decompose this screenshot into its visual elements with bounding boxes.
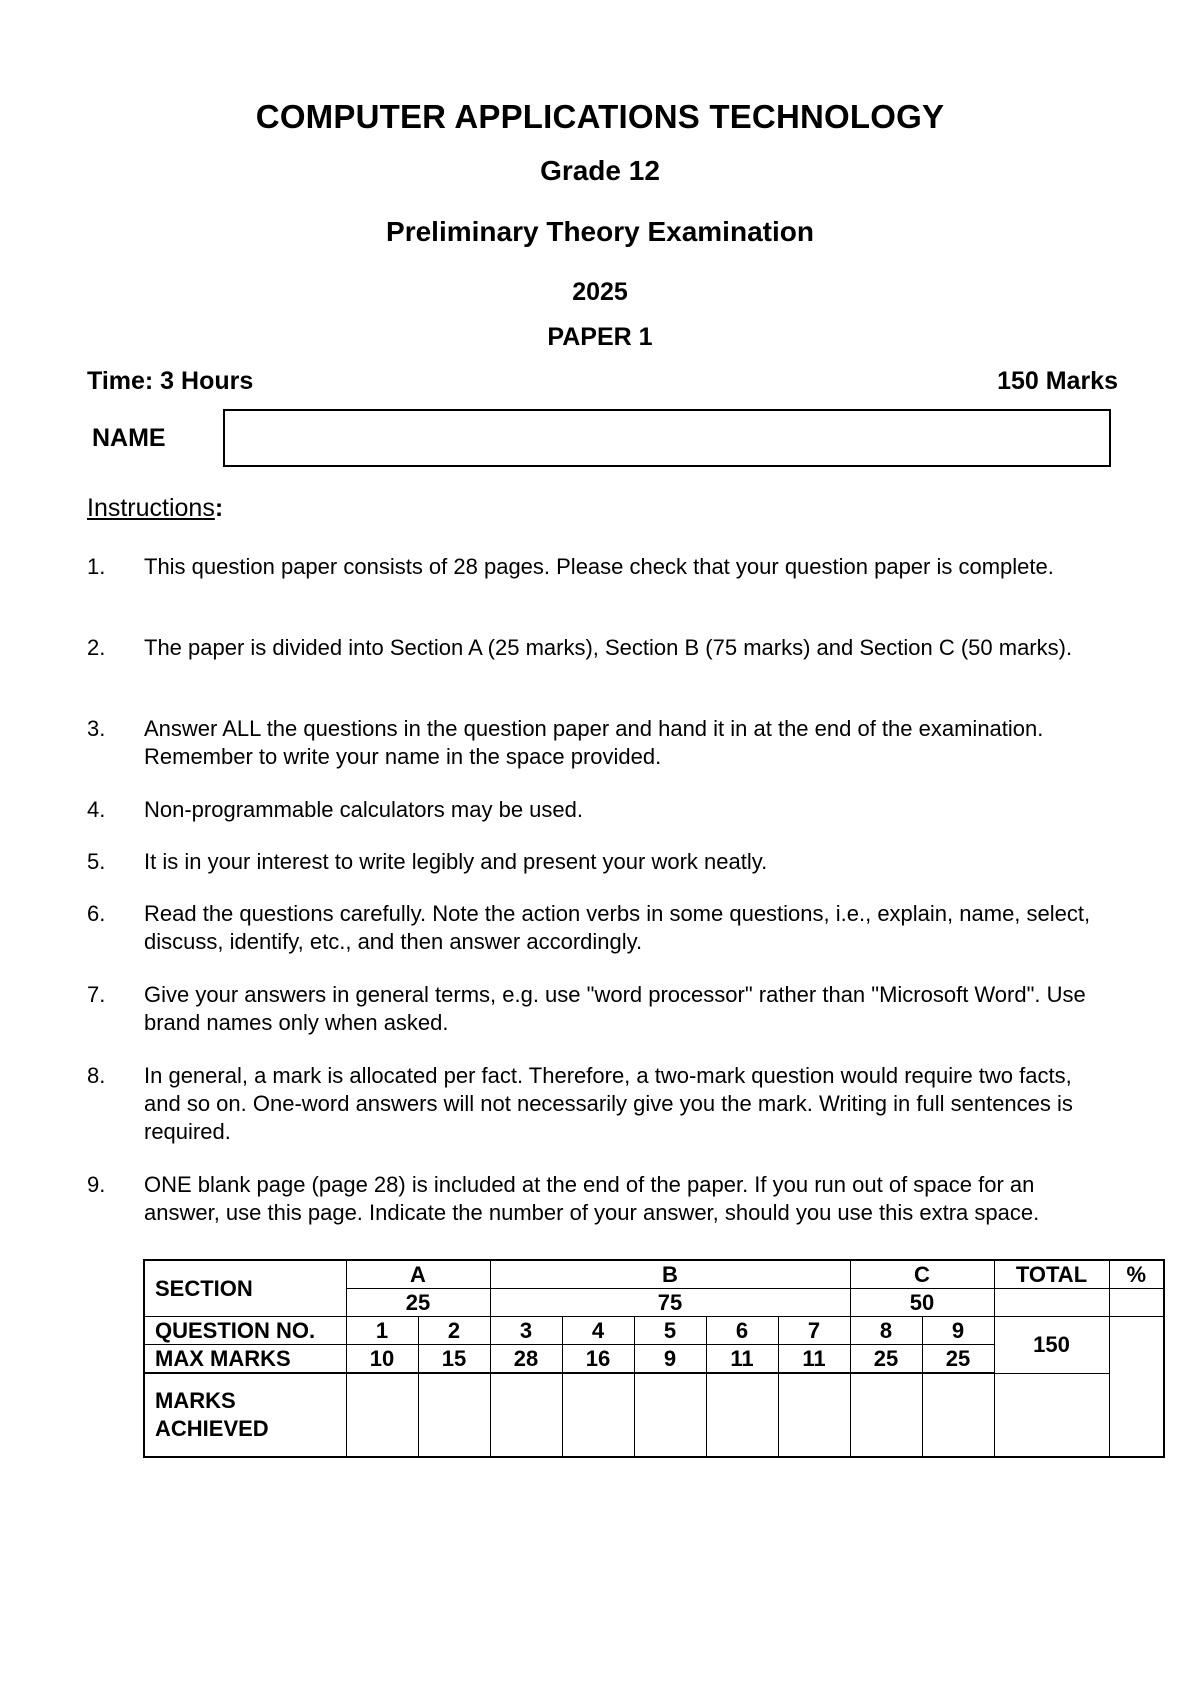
max-mark-cell: 25 bbox=[850, 1345, 922, 1374]
list-item bbox=[87, 900, 1127, 956]
section-b-header: B bbox=[490, 1260, 850, 1289]
item-number: 8. bbox=[87, 1063, 106, 1088]
question-cell: 1 bbox=[346, 1317, 418, 1345]
grade-label: Grade 12 bbox=[540, 155, 660, 186]
item-text: Non-programmable calculators may be used. bbox=[144, 797, 583, 822]
item-text: Answer ALL the questions in the question paper and hand it in at the end of the examination. Remember to write your name in the space provided. bbox=[144, 716, 1044, 769]
item-text: The paper is divided into Section A (25 marks), Section B (75 marks) and Section C (50 marks). bbox=[144, 635, 1073, 660]
max-mark-cell: 28 bbox=[490, 1345, 562, 1374]
time-marks-row bbox=[87, 367, 1118, 396]
item-number: 9. bbox=[87, 1172, 106, 1197]
item-text: In general, a mark is allocated per fact. Therefore, a two-mark question would require two facts, and so on. One-word answers will not necessarily give you the mark. Writing in full sentences is required. bbox=[144, 1063, 1073, 1144]
item-text: Read the questions carefully. Note the action verbs in some questions, i.e., explain, name, select, discuss, identify, etc., and then answer accordingly. bbox=[144, 901, 1091, 954]
achieved-cell-q9[interactable] bbox=[922, 1373, 994, 1457]
total-header: TOTAL bbox=[994, 1260, 1109, 1289]
percent-blank-cell bbox=[1109, 1289, 1164, 1317]
item-number: 5. bbox=[87, 849, 106, 874]
marks-table bbox=[143, 1259, 1165, 1458]
max-mark-cell: 15 bbox=[418, 1345, 490, 1374]
item-number: 1. bbox=[87, 554, 106, 579]
list-item bbox=[87, 634, 1127, 662]
list-item bbox=[87, 848, 1127, 876]
section-a-total: 25 bbox=[346, 1289, 490, 1317]
time-label: Time: 3 Hours bbox=[87, 367, 254, 395]
section-c-header: C bbox=[850, 1260, 994, 1289]
item-number: 6. bbox=[87, 901, 106, 926]
name-input-box[interactable] bbox=[223, 409, 1111, 467]
item-text: This question paper consists of 28 pages. Please check that your question paper is complete. bbox=[144, 554, 1054, 579]
percent-achieved-cell[interactable] bbox=[1109, 1317, 1164, 1458]
exam-year: 2025 bbox=[572, 278, 628, 306]
section-a-header: A bbox=[346, 1260, 490, 1289]
section-c-total: 50 bbox=[850, 1289, 994, 1317]
total-blank-cell bbox=[994, 1289, 1109, 1317]
list-item bbox=[87, 715, 1127, 771]
achieved-cell-q1[interactable] bbox=[346, 1373, 418, 1457]
paper-number: PAPER 1 bbox=[547, 323, 653, 351]
achieved-cell-q4[interactable] bbox=[562, 1373, 634, 1457]
grand-total-cell: 150 bbox=[994, 1317, 1109, 1374]
section-b-total: 75 bbox=[490, 1289, 850, 1317]
list-item bbox=[87, 1171, 1127, 1227]
item-text: ONE blank page (page 28) is included at the end of the paper. If you run out of space for an answer, use this page. Indicate the number of your answer, should you use this extra space. bbox=[144, 1172, 1040, 1225]
document-title: COMPUTER APPLICATIONS TECHNOLOGY bbox=[255, 98, 945, 135]
section-label: SECTION bbox=[144, 1260, 346, 1317]
max-mark-cell: 16 bbox=[562, 1345, 634, 1374]
max-mark-cell: 11 bbox=[778, 1345, 850, 1374]
question-cell: 8 bbox=[850, 1317, 922, 1345]
list-item bbox=[87, 553, 1127, 581]
instructions-heading-text: Instructions bbox=[87, 494, 215, 522]
item-text: Give your answers in general terms, e.g. use "word processor" rather than "Microsoft Word". Use brand names only when asked. bbox=[144, 982, 1086, 1035]
name-label: NAME bbox=[92, 424, 166, 452]
exam-name: Preliminary Theory Examination bbox=[386, 216, 814, 247]
marks-achieved-label bbox=[144, 1373, 346, 1457]
max-marks-label: MAX MARKS bbox=[144, 1345, 346, 1374]
max-mark-cell: 11 bbox=[706, 1345, 778, 1374]
achieved-cell-q5[interactable] bbox=[634, 1373, 706, 1457]
question-cell: 2 bbox=[418, 1317, 490, 1345]
total-marks-label: 150 Marks bbox=[997, 367, 1118, 395]
item-number: 3. bbox=[87, 716, 106, 741]
achieved-cell-q2[interactable] bbox=[418, 1373, 490, 1457]
achieved-cell-q7[interactable] bbox=[778, 1373, 850, 1457]
list-item bbox=[87, 1062, 1127, 1146]
instructions-heading-colon: : bbox=[214, 494, 224, 522]
question-cell: 5 bbox=[634, 1317, 706, 1345]
question-cell: 4 bbox=[562, 1317, 634, 1345]
max-mark-cell: 10 bbox=[346, 1345, 418, 1374]
question-cell: 6 bbox=[706, 1317, 778, 1345]
item-text: It is in your interest to write legibly and present your work neatly. bbox=[144, 849, 768, 874]
marks-achieved-line-2: ACHIEVED bbox=[155, 1416, 269, 1441]
achieved-total-cell[interactable] bbox=[994, 1373, 1109, 1457]
instructions-heading bbox=[87, 494, 223, 523]
item-number: 4. bbox=[87, 797, 106, 822]
achieved-cell-q6[interactable] bbox=[706, 1373, 778, 1457]
percent-header: % bbox=[1109, 1260, 1164, 1289]
question-no-label: QUESTION NO. bbox=[144, 1317, 346, 1345]
max-mark-cell: 25 bbox=[922, 1345, 994, 1374]
item-number: 2. bbox=[87, 635, 106, 660]
question-cell: 3 bbox=[490, 1317, 562, 1345]
question-cell: 9 bbox=[922, 1317, 994, 1345]
list-item bbox=[87, 796, 1127, 824]
achieved-cell-q3[interactable] bbox=[490, 1373, 562, 1457]
max-mark-cell: 9 bbox=[634, 1345, 706, 1374]
question-cell: 7 bbox=[778, 1317, 850, 1345]
list-item bbox=[87, 981, 1127, 1037]
item-number: 7. bbox=[87, 982, 106, 1007]
achieved-cell-q8[interactable] bbox=[850, 1373, 922, 1457]
marks-achieved-line-1: MARKS bbox=[155, 1388, 236, 1413]
